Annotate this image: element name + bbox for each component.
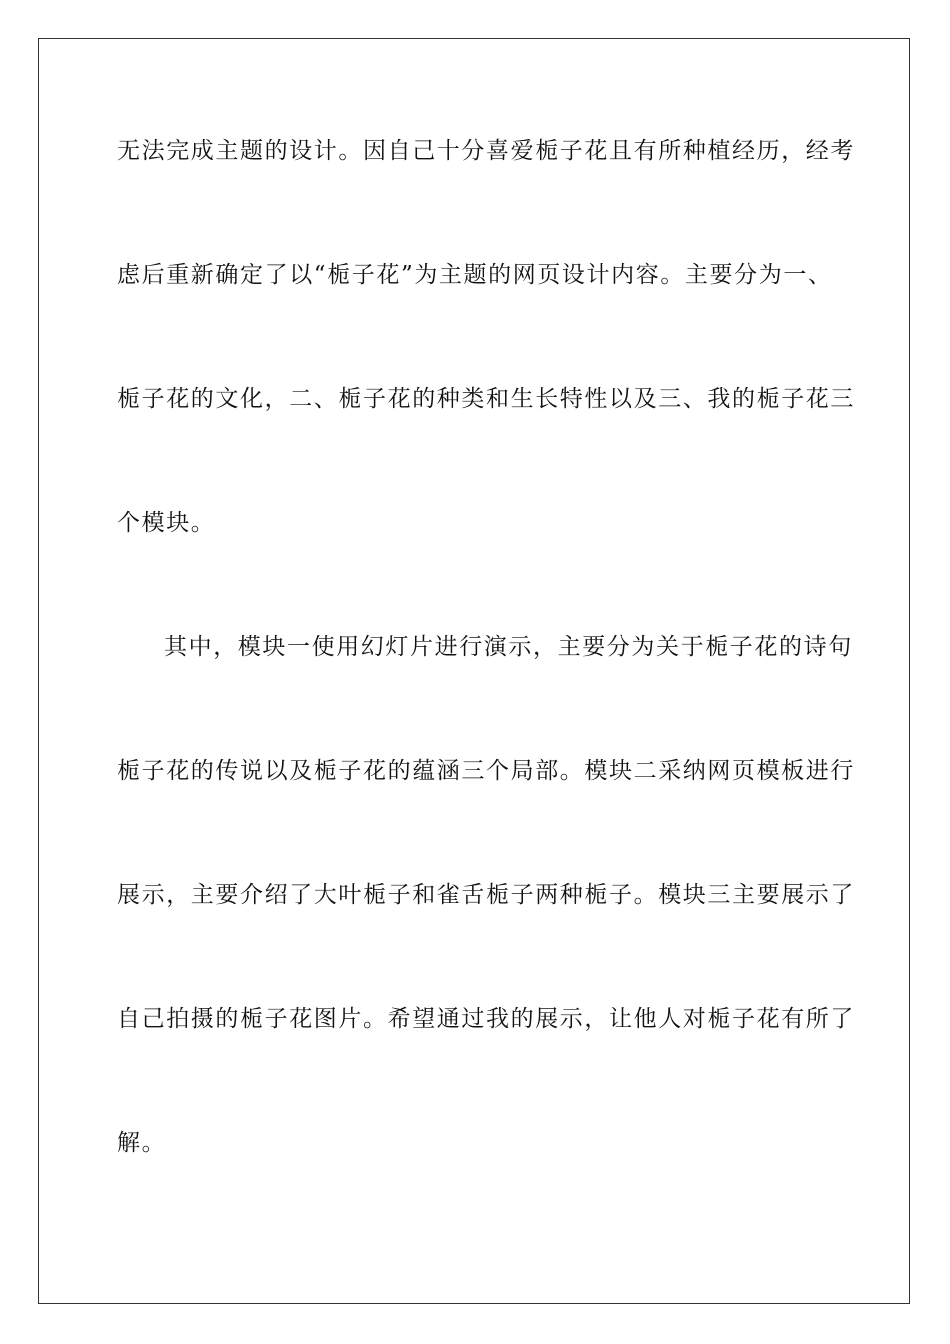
paragraph-line: 展示，主要介绍了大叶栀子和雀舌栀子两种栀子。模块三主要展示了 (117, 882, 855, 908)
page-border (38, 38, 910, 1304)
paragraph-line: 其中，模块一使用幻灯片进行演示，主要分为关于栀子花的诗句 (164, 634, 853, 660)
paragraph-line: 栀子花的传说以及栀子花的蕴涵三个局部。模块二采纳网页模板进行 (117, 758, 855, 784)
paragraph-line: 无法完成主题的设计。因自己十分喜爱栀子花且有所种植经历，经考 (117, 138, 855, 164)
paragraph-line: 虑后重新确定了以“栀子花”为主题的网页设计内容。主要分为一、 (117, 262, 833, 288)
paragraph-line: 解。 (117, 1130, 167, 1156)
paragraph-line: 栀子花的文化，二、栀子花的种类和生长特性以及三、我的栀子花三 (117, 386, 855, 412)
paragraph-line: 个模块。 (117, 510, 216, 536)
paragraph-line: 自己拍摄的栀子花图片。希望通过我的展示，让他人对栀子花有所了 (117, 1006, 855, 1032)
